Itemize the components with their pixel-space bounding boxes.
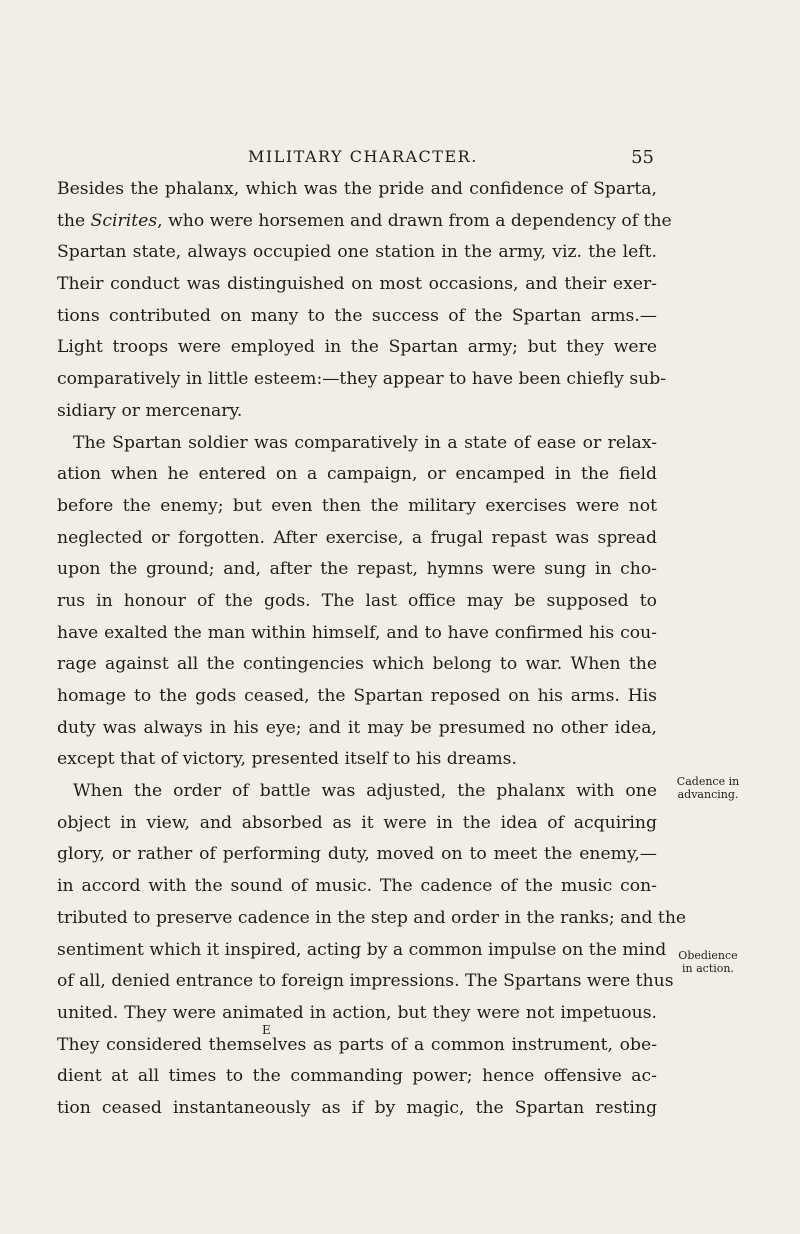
- text-line: When the order of battle was adjusted, the phalanx with one: [73, 781, 657, 802]
- text-line: have exalted the man within himself, and to have confirmed his cou-: [57, 622, 657, 643]
- text-line: except that of victory, presented itself to his dreams.: [57, 749, 517, 770]
- text-line: tributed to preserve cadence in the step and order in the ranks; and the: [57, 907, 687, 928]
- text-line: They considered themselves as parts of a common instrument, obe-: [57, 1034, 657, 1055]
- text-line: the Scirites, who were horsemen and drawn from a dependency of the: [57, 210, 672, 231]
- page-number: 55: [631, 147, 654, 168]
- page-header: [0, 147, 800, 177]
- text-line: duty was always in his eye; and it may be presumed no other idea,: [57, 717, 657, 738]
- text-line: Light troops were employed in the Spartan army; but they were: [57, 337, 657, 358]
- text-line: object in view, and absorbed as it were in the idea of acquiring: [57, 812, 657, 833]
- text-line: tions contributed on many to the success of the Spartan arms.—: [57, 305, 657, 326]
- text-line: in accord with the sound of music. The cadence of the music con-: [57, 876, 657, 897]
- margin-note-line: in action.: [682, 961, 734, 975]
- text-line: dient at all times to the commanding power; hence offensive ac-: [57, 1066, 657, 1087]
- body-text: [57, 174, 687, 1125]
- margin-note-line: Obedience: [678, 949, 738, 962]
- text-line: tion ceased instantaneously as if by magic, the Spartan resting: [57, 1097, 657, 1118]
- text-line: ation when he entered on a campaign, or encamped in the field: [57, 464, 657, 485]
- text-line: Spartan state, always occupied one station in the army, viz. the left.: [57, 242, 657, 263]
- margin-note-obedience: [663, 950, 753, 975]
- text-line: rage against all the contingencies which belong to war. When the: [57, 654, 657, 675]
- text-line: glory, or rather of performing duty, moved on to meet the enemy,—: [57, 844, 657, 865]
- text-line: before the enemy; but even then the military exercises were not: [57, 495, 657, 516]
- margin-note-line: Cadence in: [676, 775, 740, 788]
- margin-note-line: advancing.: [677, 787, 739, 801]
- text-line: upon the ground; and, after the repast, hymns were sung in cho-: [57, 559, 657, 580]
- text-line: rus in honour of the gods. The last office may be supposed to: [57, 590, 657, 611]
- text-line: sentiment which it inspired, acting by a common impulse on the mind: [57, 939, 667, 960]
- running-head: MILITARY CHARACTER.: [248, 147, 478, 166]
- margin-note-cadence: [663, 776, 753, 801]
- text-line: Their conduct was distinguished on most occasions, and their exer-: [57, 274, 657, 295]
- italic-term: Scirites: [90, 210, 158, 231]
- text-line: The Spartan soldier was comparatively in a state of ease or relax-: [73, 432, 657, 453]
- signature-mark: E: [262, 1023, 271, 1037]
- text-line: comparatively in little esteem:—they appear to have been chiefly sub-: [57, 369, 667, 390]
- text-line: sidiary or mercenary.: [57, 400, 243, 421]
- text-line: neglected or forgotten. After exercise, a frugal repast was spread: [57, 527, 657, 548]
- text-line: Besides the phalanx, which was the pride and confidence of Sparta,: [57, 179, 657, 199]
- text-line: homage to the gods ceased, the Spartan reposed on his arms. His: [57, 686, 657, 706]
- text-line: of all, denied entrance to foreign impressions. The Spartans were thus: [57, 971, 674, 992]
- text-line: united. They were animated in action, but they were not impetuous.: [57, 1002, 657, 1023]
